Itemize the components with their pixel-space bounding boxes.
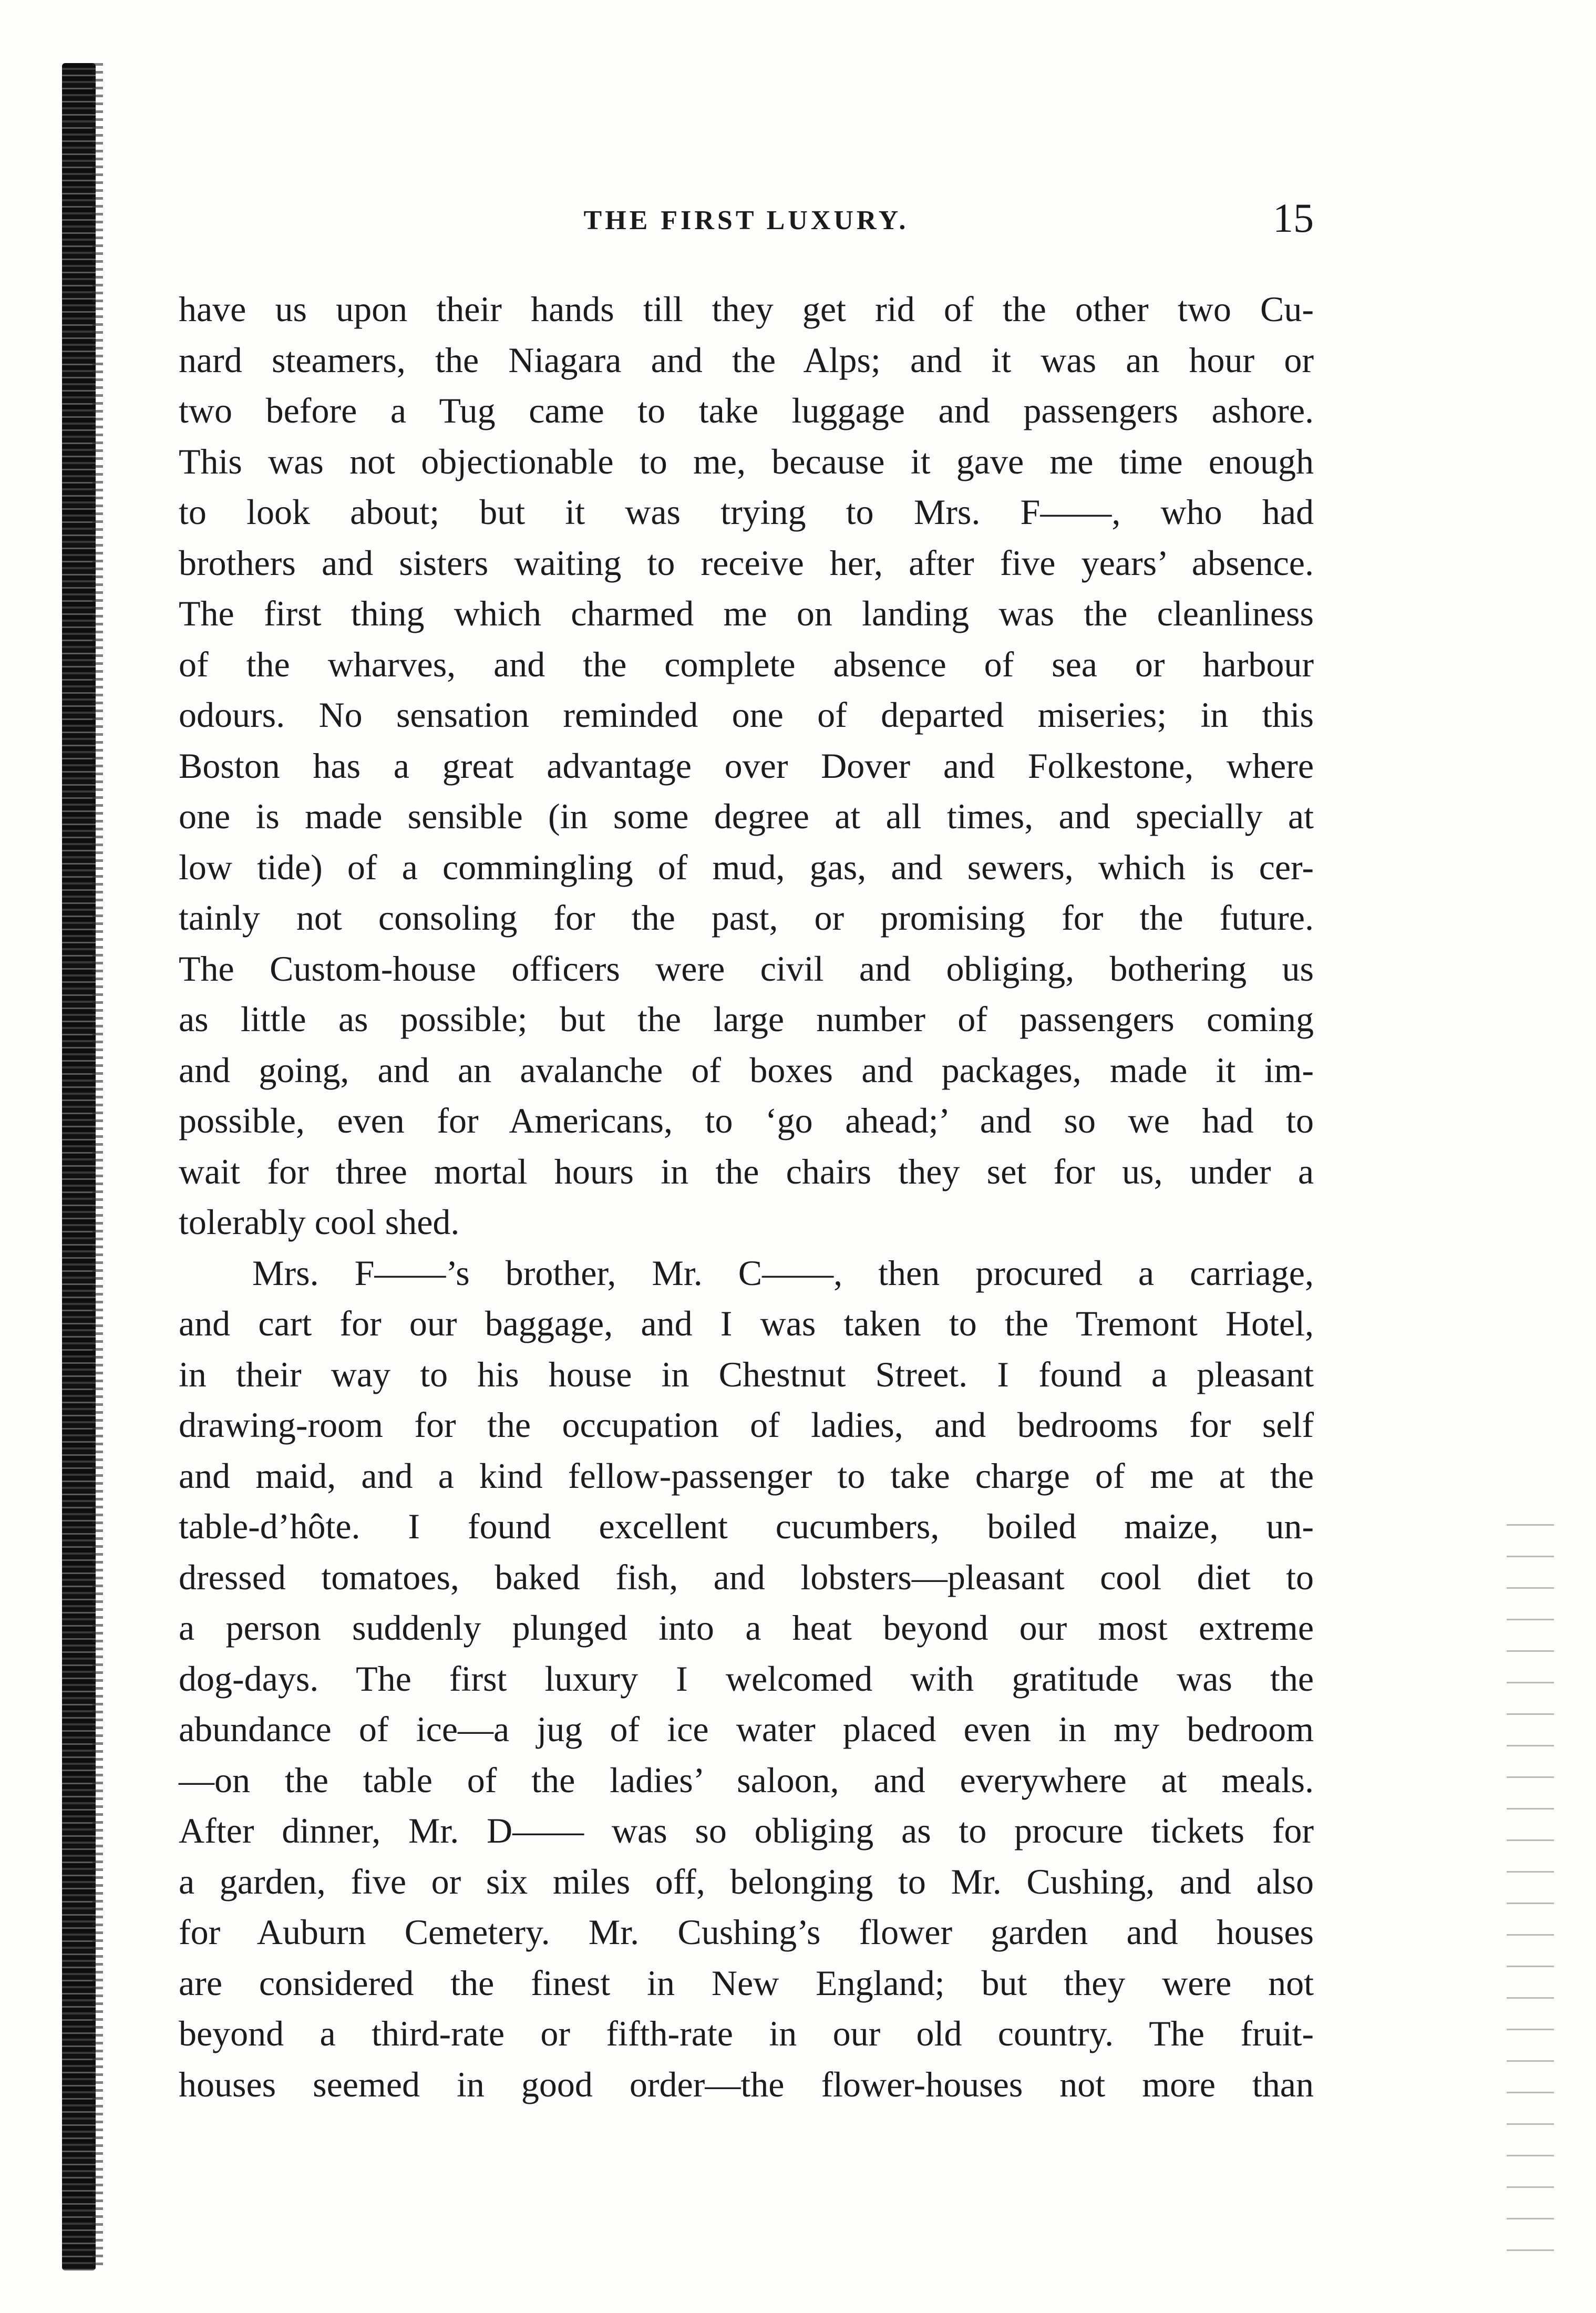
- text-line: and cart for our baggage, and I was taken to the Tremont Hotel,: [179, 1303, 1314, 1343]
- scan-specks: [1507, 1524, 1554, 2260]
- text-line: have us upon their hands till they get rid of the other two Cu-: [179, 289, 1314, 329]
- page-number: 15: [1273, 195, 1314, 241]
- text-line: —on the table of the ladies’ saloon, and everywhere at meals.: [179, 1760, 1314, 1800]
- text-line: to look about; but it was trying to Mrs. F——, who had: [179, 492, 1314, 532]
- text-line: The Custom-house officers were civil and obliging, bothering us: [179, 948, 1314, 989]
- text-line: houses seemed in good order—the flower-houses not more than: [179, 2064, 1314, 2104]
- text-line: The first thing which charmed me on landing was the cleanliness: [179, 593, 1314, 633]
- text-line: possible, even for Americans, to ‘go ahead;’ and so we had to: [179, 1101, 1314, 1140]
- text-line: Boston has a great advantage over Dover and Folkestone, where: [179, 745, 1314, 786]
- text-line: This was not objectionable to me, because it gave me time enough: [179, 441, 1314, 481]
- text-line: a person suddenly plunged into a heat beyond our most extreme: [179, 1608, 1314, 1648]
- text-line: two before a Tug came to take luggage and passengers ashore.: [179, 390, 1314, 430]
- text-line: for Auburn Cemetery. Mr. Cushing’s flower garden and houses: [179, 1912, 1314, 1952]
- text-line: odours. No sensation reminded one of departed miseries; in this: [179, 695, 1314, 735]
- text-line: dressed tomatoes, baked fish, and lobsters—pleasant cool diet to: [179, 1557, 1314, 1597]
- text-line: tainly not consoling for the past, or promising for the future.: [179, 898, 1314, 938]
- text-line: table-d’hôte. I found excellent cucumbers, boiled maize, un-: [179, 1506, 1314, 1546]
- text-line: abundance of ice—a jug of ice water placed even in my bedroom: [179, 1709, 1314, 1749]
- text-line: as little as possible; but the large number of passengers coming: [179, 999, 1314, 1039]
- text-line: and maid, and a kind fellow-passenger to take charge of me at the: [179, 1455, 1314, 1496]
- text-line: in their way to his house in Chestnut Street. I found a pleasant: [179, 1354, 1314, 1394]
- text-line: beyond a third-rate or fifth-rate in our old country. The fruit-: [179, 2013, 1314, 2053]
- binding-edge: [92, 63, 103, 2270]
- text-line: one is made sensible (in some degree at all times, and specially at: [179, 796, 1314, 836]
- binding-shadow: [62, 63, 96, 2270]
- text-line: Mrs. F——’s brother, Mr. C——, then procured a carriage,: [252, 1252, 1314, 1293]
- running-title: THE FIRST LUXURY.: [583, 205, 909, 235]
- text-line: dog-days. The first luxury I welcomed with gratitude was the: [179, 1658, 1314, 1699]
- text-line: low tide) of a commingling of mud, gas, and sewers, which is cer-: [179, 847, 1314, 887]
- text-line: and going, and an avalanche of boxes and packages, made it im-: [179, 1050, 1314, 1090]
- text-line: tolerably cool shed.: [179, 1202, 460, 1242]
- text-line: of the wharves, and the complete absence of sea or harbour: [179, 644, 1314, 684]
- text-line: wait for three mortal hours in the chairs they set for us, under a: [179, 1151, 1314, 1191]
- text-line: nard steamers, the Niagara and the Alps; and it was an hour or: [179, 340, 1314, 380]
- body-text: [179, 284, 1314, 2110]
- text-line: drawing-room for the occupation of ladies, and bedrooms for self: [179, 1405, 1314, 1445]
- text-line: are considered the finest in New England; but they were not: [179, 1962, 1314, 2003]
- text-line: After dinner, Mr. D—— was so obliging as to procure tickets for: [179, 1811, 1314, 1851]
- page-header: [179, 194, 1314, 242]
- text-line: brothers and sisters waiting to receive her, after five years’ absence.: [179, 542, 1314, 583]
- text-line: a garden, five or six miles off, belonging to Mr. Cushing, and also: [179, 1861, 1314, 1901]
